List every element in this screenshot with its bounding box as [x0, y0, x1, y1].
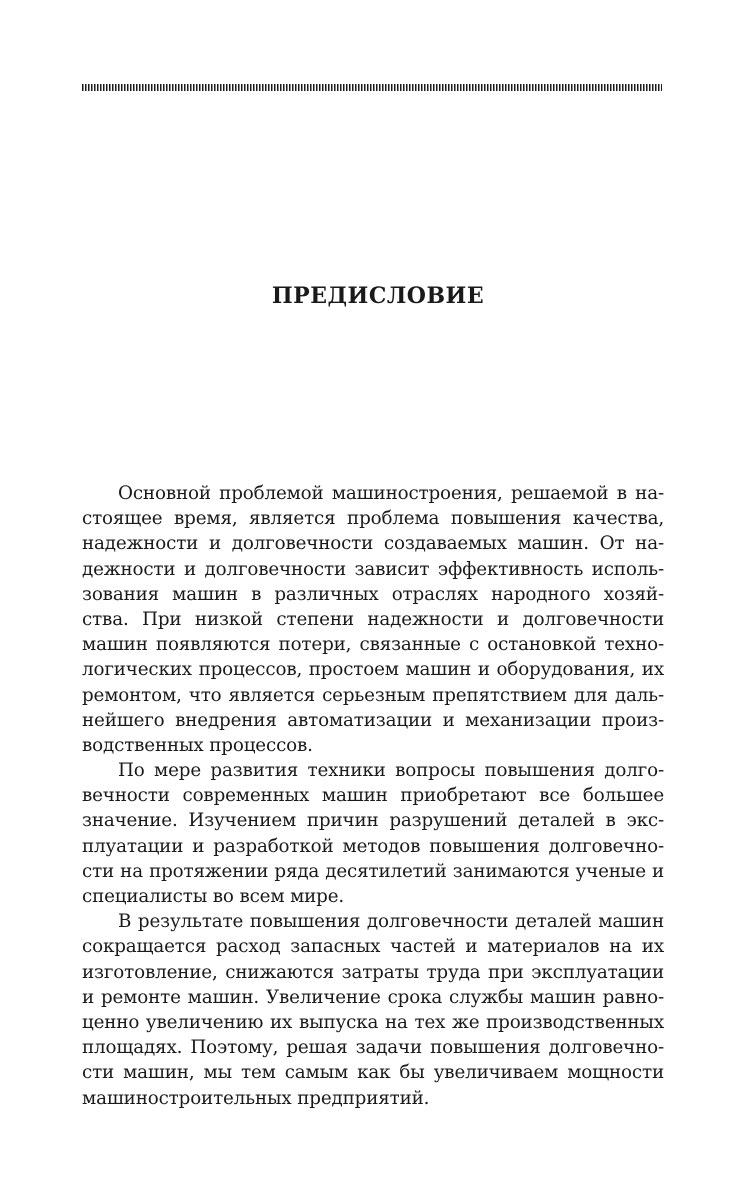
text-line: надежности и долговечности создаваемых машин. От на-	[82, 533, 664, 555]
decorative-top-rule	[82, 84, 662, 91]
text-line: нейшего внедрения автоматизации и механизации произ-	[82, 709, 664, 731]
text-line: Основной проблемой машиностроения, решаемой в на-	[118, 483, 664, 504]
text-line: сти машин, мы тем самым как бы увеличиваем мощности	[82, 1062, 664, 1084]
body-text	[82, 481, 664, 1111]
text-line: ремонтом, что является серьезным препятствием для даль-	[82, 684, 664, 706]
text-line: изготовление, снижаются затраты труда при эксплуатации	[82, 961, 664, 983]
text-line: сокращается расход запасных частей и материалов на их	[82, 936, 664, 958]
text-line: логических процессов, простоем машин и оборудования, их	[82, 659, 664, 681]
text-line: и ремонте машин. Увеличение срока службы машин равно-	[82, 986, 664, 1008]
text-line: водственных процессов.	[82, 734, 313, 756]
text-line: плуатации и разработкой методов повышения долговечно-	[82, 835, 664, 857]
text-line: вечности современных машин приобретают все большее	[82, 785, 664, 807]
text-line: ценно увеличению их выпуска на тех же производственных	[82, 1011, 664, 1033]
text-line: машиностроительных предприятий.	[82, 1087, 430, 1109]
text-line: площадях. Поэтому, решая задачи повышения долговечно-	[82, 1037, 664, 1059]
text-line: ства. При низкой степени надежности и долговечности	[82, 608, 664, 630]
text-line: машин появляются потери, связанные с остановкой техно-	[82, 634, 664, 656]
page-title: ПРЕДИСЛОВИЕ	[271, 283, 485, 309]
text-line: стоящее время, является проблема повышения качества,	[82, 508, 664, 530]
text-line: сти на протяжении ряда десятилетий занимаются ученые и	[82, 860, 664, 882]
text-line: В результате повышения долговечности деталей машин	[118, 911, 664, 933]
text-line: По мере развития техники вопросы повышения долго-	[118, 760, 664, 782]
text-line: значение. Изучением причин разрушений деталей в экс-	[82, 810, 664, 832]
text-line: зования машин в различных отраслях народного хозяй-	[82, 583, 664, 605]
text-line: специалисты во всем мире.	[82, 886, 345, 907]
text-line: дежности и долговечности зависит эффективность исполь-	[82, 558, 664, 580]
